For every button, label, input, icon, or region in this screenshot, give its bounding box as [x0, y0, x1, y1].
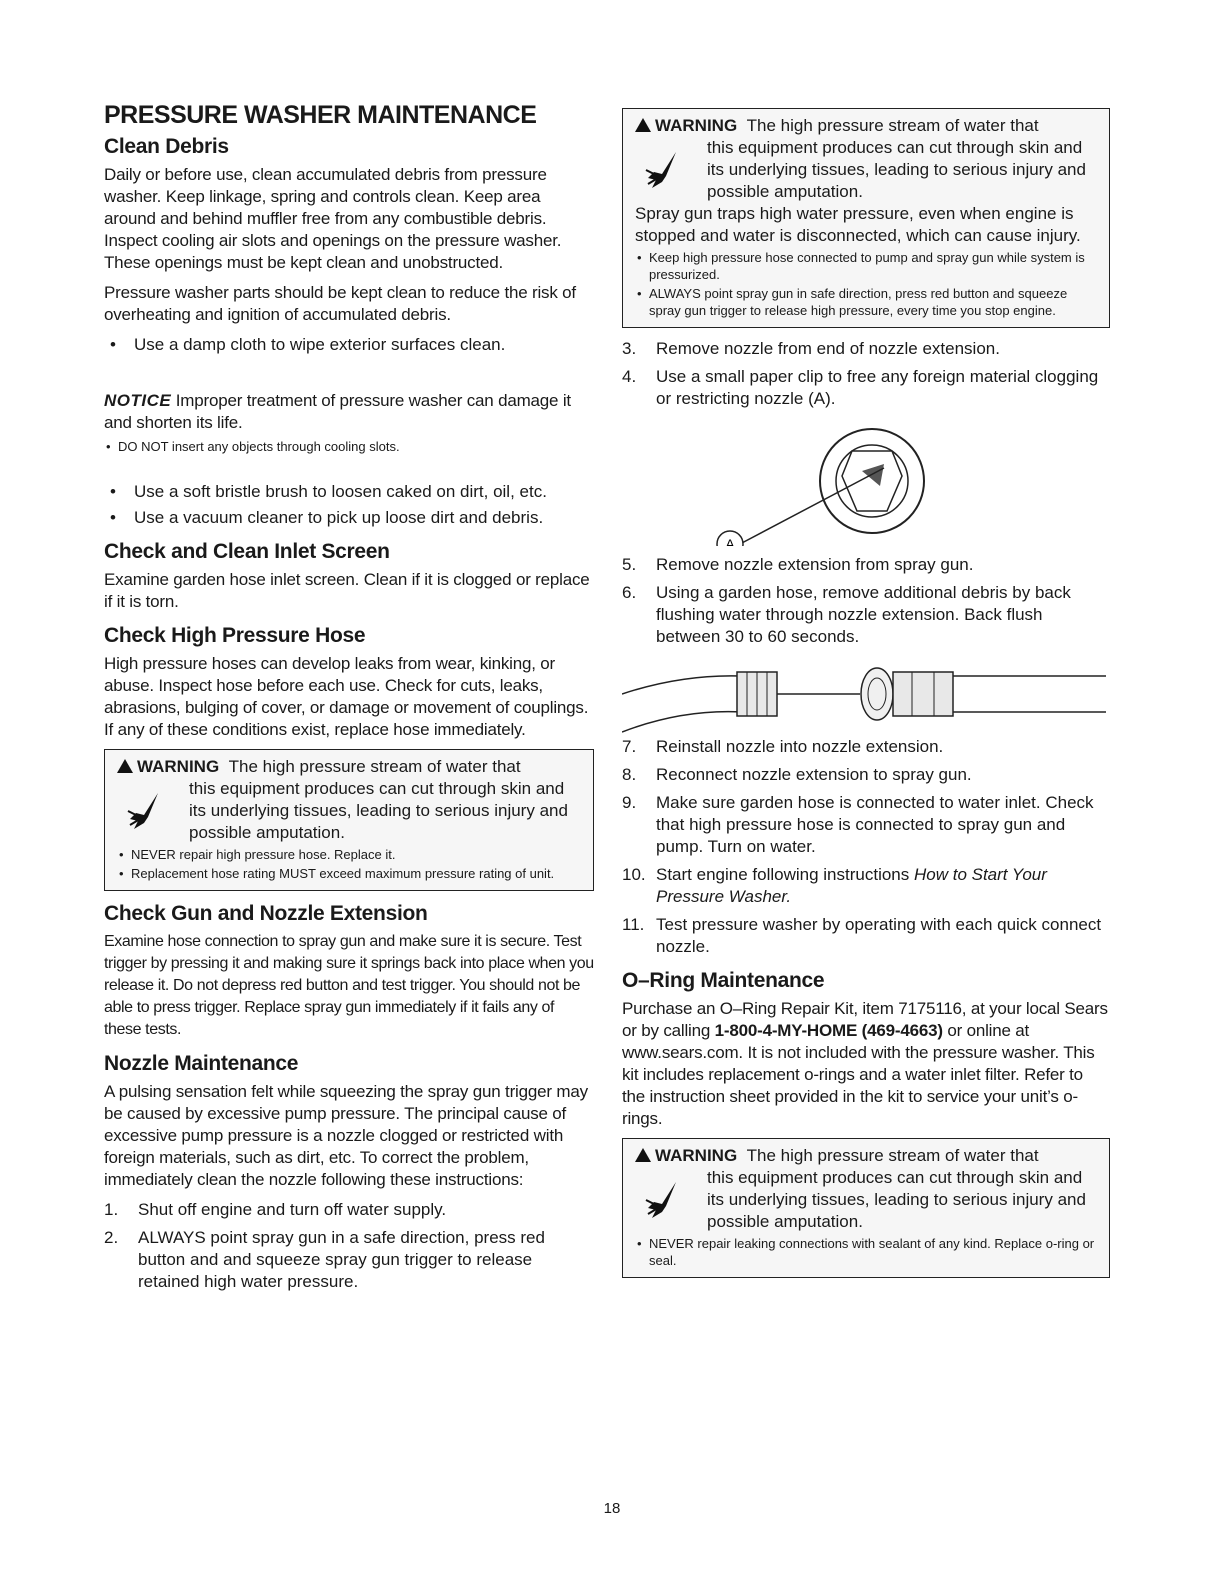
warning-hose-bullet-2: • Replacement hose rating MUST exceed maximum pressure rating of unit. [117, 865, 581, 882]
warning-triangle-icon [635, 118, 651, 132]
clean-debris-bullet-3: • Use a vacuum cleaner to pick up loose dirt and debris. [104, 507, 594, 529]
nozzle-illustration [622, 416, 1110, 546]
notice-bullet: • DO NOT insert any objects through cooling slots. [104, 438, 594, 455]
nozzle-step-4: 4. Use a small paper clip to free any foreign material clogging or restricting nozzle (A). [622, 367, 1099, 408]
hose-paragraph: High pressure hoses can develop leaks from wear, kinking, or abuse. Inspect hose before each use. Check for cuts, leaks, abrasions, bulging of cover, or damage or movement of couplings. If any of these conditions exist, replace hose immediately. [104, 654, 589, 739]
nozzle-step-3: 3. Remove nozzle from end of nozzle extension. [622, 339, 1000, 358]
gun-heading: Check Gun and Nozzle Extension [104, 902, 428, 925]
warning-spray-gun-bullet-2: • ALWAYS point spray gun in safe direction, press red button and squeeze spray gun trigger to release high pressure, every time you stop engine. [635, 285, 1097, 319]
warning-first-line: The high pressure stream of water that [746, 116, 1039, 135]
notice-block [104, 390, 594, 434]
nozzle-step-7: 7. Reinstall nozzle into nozzle extension. [622, 737, 944, 756]
warning-label: WARNING [655, 1146, 738, 1165]
clean-debris-paragraph-1: Daily or before use, clean accumulated debris from pressure washer. Keep linkage, spring and controls clean. Keep area around and behind muffler free from any combustible debris. Inspect cooling air slots and openings on the pressure washer. These openings must be kept clean and unobstructed. [104, 165, 562, 272]
warning-header [117, 756, 581, 778]
nozzle-step-11: 11. Test pressure washer by operating with each quick connect nozzle. [622, 915, 1102, 956]
warning-spray-gun-extra: Spray gun traps high water pressure, even when engine is stopped and water is disconnected, which can cause injury. [635, 204, 1081, 245]
nozzle-step-5: 5. Remove nozzle extension from spray gun. [622, 555, 974, 574]
clean-debris-bullet-1: • Use a damp cloth to wipe exterior surfaces clean. [104, 334, 594, 356]
warning-label: WARNING [137, 757, 220, 776]
start-instructions-reference: How to Start Your Pressure Washer. [656, 865, 1047, 906]
oring-paragraph: Purchase an O–Ring Repair Kit, item 7175116, at your local Sears or by calling 1-800-4-MY-HOME (469-4663) or online at www.sears.com. It is not included with the pressure washer. This kit includes replacement o-rings and a water inlet filter. Refer to the instruction sheet provided in the kit to service your unit’s o-rings. [622, 999, 1108, 1128]
warning-body: this equipment produces can cut through skin and its underlying tissues, leading to serious injury and possible amputation. [707, 138, 1086, 201]
clean-debris-bullet-2: • Use a soft bristle brush to loosen caked on dirt, oil, etc. [104, 481, 594, 503]
notice-label: NOTICE [104, 391, 172, 410]
warning-first-line: The high pressure stream of water that [746, 1146, 1039, 1165]
callout-a-label: A [725, 536, 735, 546]
warning-hose-bullet-1: • NEVER repair high pressure hose. Replace it. [117, 846, 581, 863]
warning-box-spray-gun [622, 108, 1110, 328]
inlet-paragraph: Examine garden hose inlet screen. Clean if it is clogged or replace if it is torn. [104, 570, 590, 611]
warning-header [635, 1145, 1097, 1167]
nozzle-step-6: 6. Using a garden hose, remove additional debris by back flushing water through nozzle extension. Back flush between 30 to 60 seconds. [622, 583, 1071, 646]
nozzle-heading: Nozzle Maintenance [104, 1052, 299, 1075]
clean-debris-heading: Clean Debris [104, 135, 229, 158]
warning-box-hose [104, 749, 594, 891]
notice-text: Improper treatment of pressure washer can damage it and shorten its life. [104, 391, 571, 432]
right-column [622, 108, 1110, 1288]
warning-body: this equipment produces can cut through skin and its underlying tissues, leading to serious injury and possible amputation. [189, 779, 568, 842]
hose-coupling-illustration [622, 654, 1110, 736]
gun-paragraph: Examine hose connection to spray gun and make sure it is secure. Test trigger by pressing it and making sure it springs back into place when you release it. Do not depress red button and test trigger. You should not be able to press trigger. Replace spray gun immediately if it fails any of these tests. [104, 933, 594, 1038]
page-title: PRESSURE WASHER MAINTENANCE [104, 101, 537, 129]
cut-hazard-icon [635, 1167, 693, 1233]
nozzle-step-1: 1. Shut off engine and turn off water supply. [104, 1200, 447, 1219]
nozzle-step-8: 8. Reconnect nozzle extension to spray gun. [622, 765, 972, 784]
warning-box-oring [622, 1138, 1110, 1278]
cut-hazard-icon [117, 778, 175, 844]
nozzle-figure [622, 416, 1110, 546]
warning-label: WARNING [655, 116, 738, 135]
sears-phone-number: 1-800-4-MY-HOME (469-4663) [714, 1021, 943, 1040]
page-number: 18 [603, 1500, 621, 1517]
nozzle-step-10: 10. Start engine following instructions How to Start Your Pressure Washer. [622, 865, 1047, 906]
nozzle-step-9: 9. Make sure garden hose is connected to water inlet. Check that high pressure hose is connected to spray gun and pump. Turn on water. [622, 793, 1094, 856]
clean-debris-paragraph-2: Pressure washer parts should be kept clean to reduce the risk of overheating and ignition of accumulated debris. [104, 283, 576, 324]
hose-figure [622, 654, 1110, 736]
inlet-heading: Check and Clean Inlet Screen [104, 540, 390, 563]
warning-header [635, 115, 1097, 137]
nozzle-step-2: 2. ALWAYS point spray gun in a safe direction, press red button and and squeeze spray gun trigger to release retained high water pressure. [104, 1228, 545, 1291]
left-column [104, 100, 594, 1299]
warning-triangle-icon [635, 1148, 651, 1162]
hose-heading: Check High Pressure Hose [104, 624, 366, 647]
warning-oring-bullet-1: • NEVER repair leaking connections with sealant of any kind. Replace o-ring or seal. [635, 1235, 1097, 1269]
warning-first-line: The high pressure stream of water that [228, 757, 521, 776]
warning-body: this equipment produces can cut through skin and its underlying tissues, leading to serious injury and possible amputation. [707, 1168, 1086, 1231]
oring-heading: O–Ring Maintenance [622, 969, 825, 992]
warning-triangle-icon [117, 759, 133, 773]
cut-hazard-icon [635, 137, 693, 203]
warning-spray-gun-bullet-1: • Keep high pressure hose connected to pump and spray gun while system is pressurized. [635, 249, 1097, 283]
nozzle-paragraph: A pulsing sensation felt while squeezing the spray gun trigger may be caused by excessive pump pressure. The principal cause of excessive pump pressure is a nozzle clogged or restricted with foreign materials, such as dirt, etc. To correct the problem, immediately clean the nozzle following these instructions: [104, 1082, 588, 1189]
